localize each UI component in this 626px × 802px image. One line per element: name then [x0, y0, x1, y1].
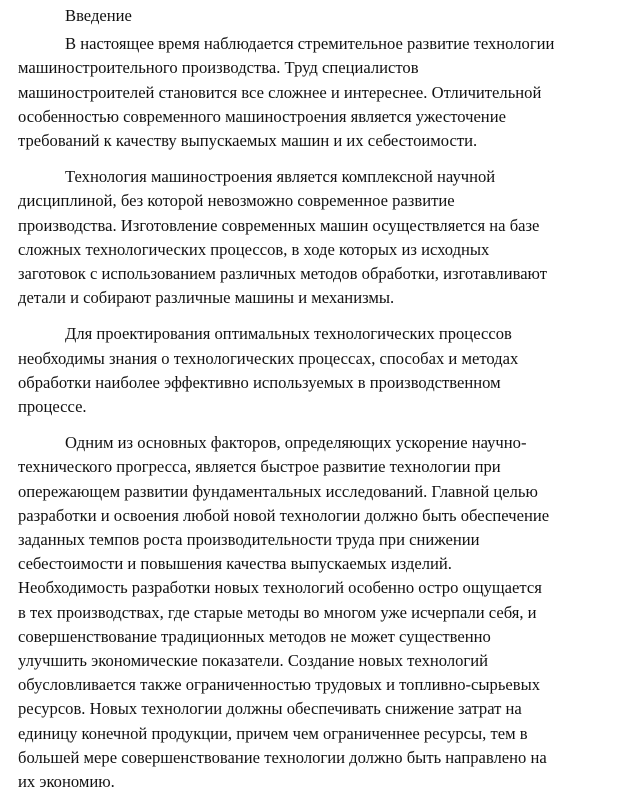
- paragraph-line: процессе.: [18, 397, 87, 417]
- paragraph-1: [18, 32, 618, 153]
- paragraph-line: дисциплиной, без которой невозможно современное развитие: [18, 191, 455, 211]
- paragraph-spacer: [18, 419, 618, 431]
- document-heading: Введение: [65, 6, 132, 25]
- paragraph-line: обработки наиболее эффективно используемых в производственном: [18, 372, 501, 392]
- paragraph-line: требований к качеству выпускаемых машин и их себестоимости.: [18, 131, 478, 151]
- paragraph-line: Технология машиностроения является комплексной научной: [65, 167, 496, 187]
- paragraph-line: совершенствование традиционных методов не может существенно: [18, 626, 491, 646]
- paragraph-line: технического прогресса, является быстрое развитие технологии при: [18, 457, 501, 477]
- paragraph-line: в тех производствах, где старые методы во многом уже исчерпали себя, и: [18, 602, 537, 622]
- paragraph-spacer: [18, 153, 618, 165]
- paragraph-2: [18, 165, 618, 310]
- paragraph-line: обусловливается также ограниченностью трудовых и топливно-сырьевых: [18, 675, 541, 695]
- paragraph-line: Одним из основных факторов, определяющих ускорение научно-: [65, 433, 527, 453]
- paragraph-line: В настоящее время наблюдается стремительное развитие технологии: [65, 34, 555, 54]
- paragraph-line: их экономию.: [18, 772, 115, 792]
- paragraph-line: Для проектирования оптимальных технологических процессов: [65, 324, 512, 344]
- paragraph-line: улучшить экономические показатели. Создание новых технологий: [18, 651, 488, 671]
- paragraph-line: машиностроителей становится все сложнее и интереснее. Отличительной: [18, 82, 542, 102]
- paragraph-line: машиностроительного производства. Труд специалистов: [18, 58, 419, 78]
- paragraph-line: заготовок с использованием различных методов обработки, изготавливают: [18, 264, 547, 284]
- paragraph-line: сложных технологических процессов, в ходе которых из исходных: [18, 239, 490, 259]
- paragraph-line: Необходимость разработки новых технологий особенно остро ощущается: [18, 578, 542, 598]
- paragraph-line: детали и собирают различные машины и механизмы.: [18, 288, 395, 308]
- paragraph-line: единицу конечной продукции, причем чем ограниченнее ресурсы, тем в: [18, 723, 528, 743]
- paragraph-4: [18, 431, 618, 794]
- paragraph-line: себестоимости и повышения качества выпускаемых изделий.: [18, 554, 452, 574]
- paragraph-line: ресурсов. Новых технологии должны обеспечивать снижение затрат на: [18, 699, 522, 719]
- paragraph-line: производства. Изготовление современных машин осуществляется на базе: [18, 215, 540, 235]
- paragraph-line: большей мере совершенствование технологии должно быть направлено на: [18, 747, 547, 767]
- paragraph-line: разработки и освоения любой новой технологии должно быть обеспечение: [18, 505, 550, 525]
- paragraph-line: необходимы знания о технологических процессах, способах и методах: [18, 348, 519, 368]
- paragraph-line: особенностью современного машиностроения является ужесточение: [18, 106, 506, 126]
- paragraph-spacer: [18, 310, 618, 322]
- document-page: [18, 4, 618, 794]
- paragraph-3: [18, 322, 618, 419]
- paragraph-line: опережающем развитии фундаментальных исследований. Главной целью: [18, 481, 538, 501]
- paragraph-line: заданных темпов роста производительности труда при снижении: [18, 530, 480, 550]
